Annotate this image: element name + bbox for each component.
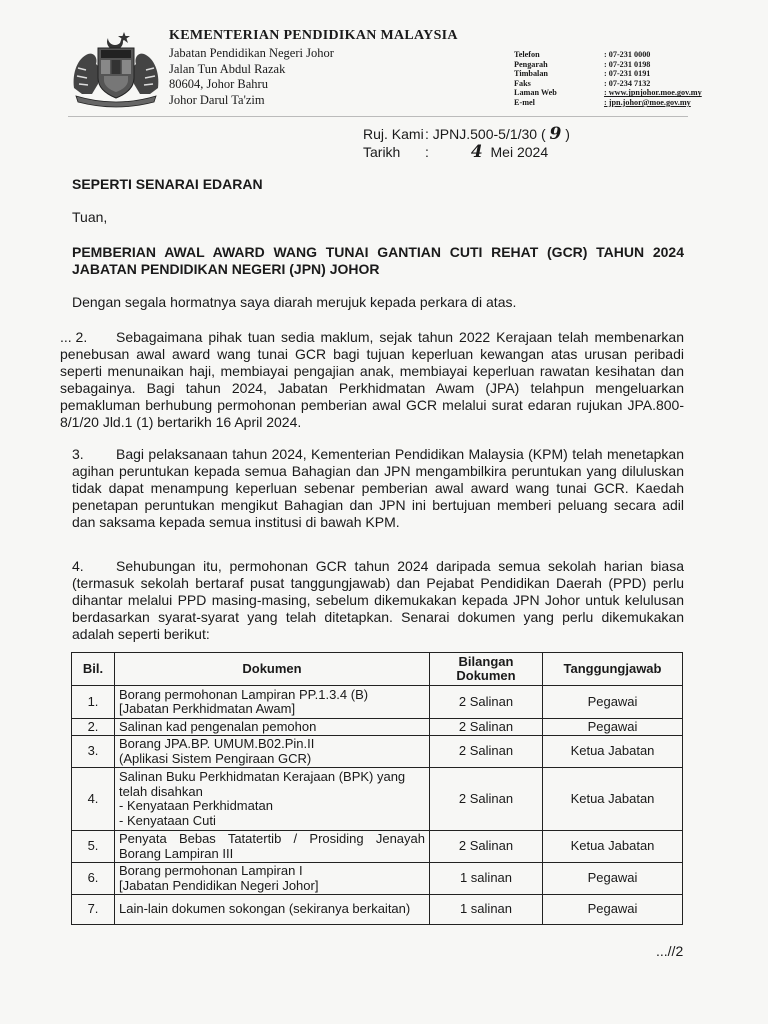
malaysia-coat-of-arms-icon <box>68 28 164 108</box>
letterhead-organisation <box>169 28 458 108</box>
dokumen-line: - Kenyataan Perkhidmatan <box>119 798 273 813</box>
dokumen-line: Borang JPA.BP. UMUM.B02.Pin.II <box>119 736 315 751</box>
date-row <box>363 143 570 161</box>
letterhead-divider <box>68 116 688 117</box>
table-row <box>72 768 683 831</box>
contact-details <box>514 50 702 108</box>
dokumen-line: Borang permohonan Lampiran PP.1.3.4 (B) <box>119 686 369 702</box>
cell-bilangan: 2 Salinan <box>430 736 543 768</box>
ruj-handwritten-number: 9 <box>549 124 562 144</box>
table-row <box>72 686 683 719</box>
dokumen-line: [Jabatan Perkhidmatan Awam] <box>119 701 296 716</box>
page-number: ...//2 <box>656 943 684 959</box>
cell-tanggungjawab: Ketua Jabatan <box>543 831 683 863</box>
cell-tanggungjawab: Ketua Jabatan <box>543 768 683 831</box>
cell-bilangan: 2 Salinan <box>430 768 543 831</box>
contact-row-website: Laman Web : www.jpnjohor.moe.gov.my <box>514 88 702 98</box>
cell-bil: 6. <box>72 863 115 895</box>
website-link[interactable]: : www.jpnjohor.moe.gov.my <box>604 88 702 98</box>
address-line-2: Jalan Tun Abdul Razak <box>169 61 286 76</box>
reference-block <box>363 125 570 161</box>
contact-row-timbalan: Timbalan : 07-231 0191 <box>514 69 651 79</box>
ruj-prefix: : JPNJ.500-5/1/30 ( <box>425 126 546 142</box>
dokumen-line: (Aplikasi Sistem Pengiraan GCR) <box>119 750 312 766</box>
address-line-3: 80604, Johor Bahru <box>169 77 268 91</box>
table-row <box>72 863 683 895</box>
dokumen-line: Borang permohonan Lampiran I <box>119 863 303 878</box>
paragraph-3-number: 3. <box>72 446 84 462</box>
header-dokumen: Dokumen <box>115 653 430 686</box>
paragraph-2-text: Sebagaimana pihak tuan sedia maklum, sejak tahun 2022 Kerajaan telah membenarkan penebusan awal award wang tunai GCR bagi tujuan keperluan kewangan atas urusan peribadi seperti menunaikan haji, membiayai pengajian anak, membiayai keperluan rawatan kesihatan dan sebagainya. Bagi tahun 2024, Jabatan Perkhidmatan Awam (JPA) telahpun mengeluarkan pemakluman berhubung permohonan pemberian awal GCR melalui surat edaran rujukan JPA.800-8/1/20 Jld.1 (1) bertarikh 16 April 2024. <box>60 329 684 430</box>
cell-bil: 7. <box>72 895 115 925</box>
cell-dokumen <box>115 686 430 719</box>
recipient: SEPERTI SENARAI EDARAN <box>72 176 263 192</box>
paragraph-2-number: ... 2. <box>60 329 88 345</box>
cell-bil: 4. <box>72 768 115 831</box>
document-table <box>71 652 683 925</box>
tarikh-month-year: Mei 2024 <box>490 144 549 160</box>
ministry-name: KEMENTERIAN PENDIDIKAN MALAYSIA <box>169 28 458 43</box>
table-body <box>72 686 683 925</box>
dokumen-line: Salinan Buku Perkhidmatan Kerajaan (BPK) yang telah disahkan <box>119 769 406 799</box>
cell-bilangan: 2 Salinan <box>430 719 543 736</box>
cell-dokumen <box>115 895 430 925</box>
cell-bil: 3. <box>72 736 115 768</box>
email-link[interactable]: : jpn.johor@moe.gov.my <box>604 97 691 107</box>
paragraph-3 <box>72 446 684 531</box>
tarikh-label: Tarikh <box>363 144 401 160</box>
address-line-4: Johor Darul Ta'zim <box>169 92 265 107</box>
tarikh-handwritten-day: 4 <box>470 142 483 162</box>
dokumen-line: - Kenyataan Cuti <box>119 812 216 828</box>
dokumen-line: [Jabatan Pendidikan Negeri Johor] <box>119 877 319 893</box>
cell-dokumen <box>115 768 430 831</box>
cell-tanggungjawab: Pegawai <box>543 686 683 719</box>
reference-row <box>363 125 570 143</box>
contact-row-faks: Faks : 07-234 7132 <box>514 78 651 88</box>
table-row <box>72 831 683 863</box>
table-row <box>72 736 683 768</box>
cell-dokumen <box>115 863 430 895</box>
cell-dokumen <box>115 831 430 863</box>
table-row <box>72 719 683 736</box>
table-header-row <box>72 653 683 686</box>
paragraph-2 <box>60 329 684 431</box>
header-bil: Bil. <box>72 653 115 686</box>
cell-bil: 2. <box>72 719 115 736</box>
header-tanggungjawab: Tanggungjawab <box>543 653 683 686</box>
cell-bilangan: 2 Salinan <box>430 686 543 719</box>
salutation: Tuan, <box>72 209 108 225</box>
cell-dokumen <box>115 719 430 736</box>
dokumen-line: Lain-lain dokumen sokongan (sekiranya berkaitan) <box>119 901 411 917</box>
paragraph-4 <box>72 558 684 643</box>
contact-row-email: E-mel : jpn.johor@moe.gov.my <box>514 97 691 107</box>
header-bilangan: Bilangan Dokumen <box>430 653 543 686</box>
contact-row-pengarah: Pengarah : 07-231 0198 <box>514 59 651 69</box>
contact-row-telefon: Telefon : 07-231 0000 <box>514 50 651 59</box>
paragraph-3-text: Bagi pelaksanaan tahun 2024, Kementerian Pendidikan Malaysia (KPM) telah menetapkan agihan peruntukan kepada semua Bahagian dan JPN mengambilkira peruntukan yang diluluskan tidak dapat menampung keperluan sebenar pemberian awal award wang tunai GCR. Kaedah penetapan peruntukan mengikut Bahagian dan JPN ini bertujuan memberi peluang secara adil dan saksama kepada semua institusi di bawah KPM. <box>72 446 684 530</box>
ruj-suffix: ) <box>565 126 570 142</box>
cell-tanggungjawab: Pegawai <box>543 719 683 736</box>
address-line-1: Jabatan Pendidikan Negeri Johor <box>169 46 334 60</box>
cell-bilangan: 1 salinan <box>430 895 543 925</box>
cell-tanggungjawab: Pegawai <box>543 895 683 925</box>
table-row <box>72 895 683 925</box>
tarikh-colon: : <box>425 144 429 160</box>
ruj-label: Ruj. Kami <box>363 126 424 142</box>
paragraph-4-number: 4. <box>72 558 84 574</box>
cell-bil: 1. <box>72 686 115 719</box>
dokumen-line: Salinan kad pengenalan pemohon <box>119 718 317 734</box>
dokumen-line: Penyata Bebas Tatatertib / Prosiding Jenayah Borang Lampiran III <box>119 831 425 861</box>
cell-bilangan: 1 salinan <box>430 863 543 895</box>
cell-tanggungjawab: Ketua Jabatan <box>543 736 683 768</box>
cell-dokumen <box>115 736 430 768</box>
cell-bil: 5. <box>72 831 115 863</box>
opening-sentence: Dengan segala hormatnya saya diarah merujuk kepada perkara di atas. <box>72 294 517 310</box>
cell-tanggungjawab: Pegawai <box>543 863 683 895</box>
cell-bilangan: 2 Salinan <box>430 831 543 863</box>
paragraph-4-text: Sehubungan itu, permohonan GCR tahun 2024 daripada semua sekolah harian biasa (termasuk sekolah bertaraf pusat tanggungjawab) dan Pejabat Pendidikan Daerah (PPD) perlu dihantar melalui PPD masing-masing, sebelum dikemukakan kepada JPN Johor untuk kelulusan berdasarkan syarat-syarat yang telah ditetapkan. Senarai dokumen yang perlu dikemukakan adalah seperti berikut: <box>72 558 684 642</box>
subject-heading: PEMBERIAN AWAL AWARD WANG TUNAI GANTIAN CUTI REHAT (GCR) TAHUN 2024 JABATAN PENDIDIKAN NEGERI (JPN) JOHOR <box>72 244 684 277</box>
